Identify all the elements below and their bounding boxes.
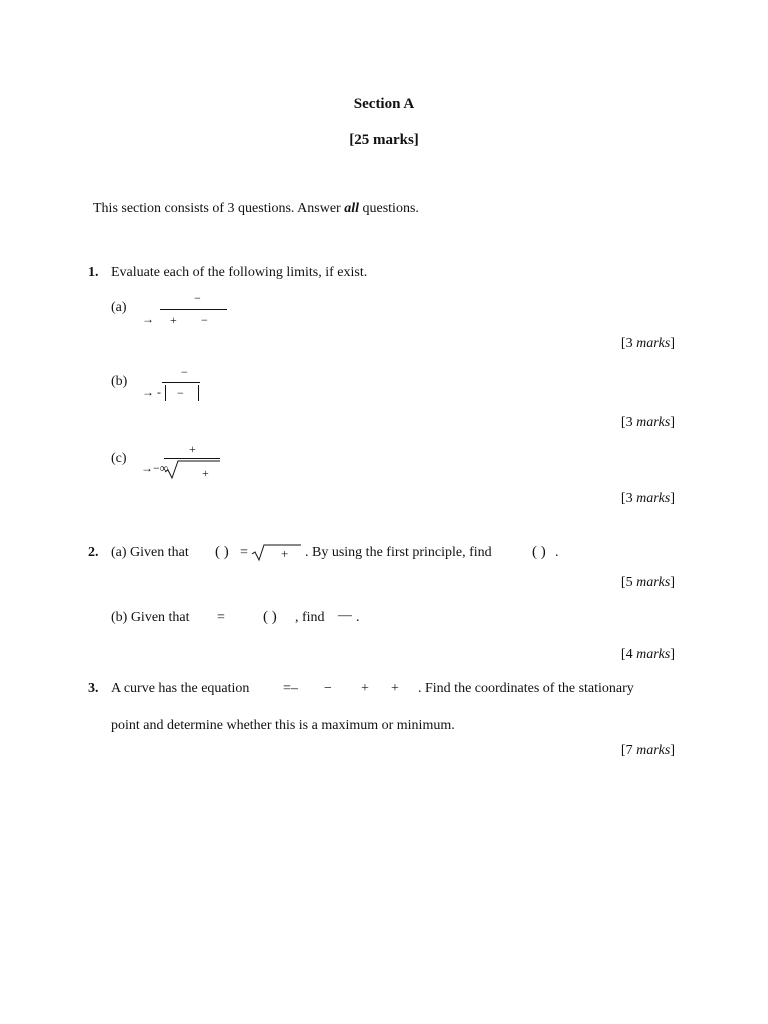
- q3-op-minus: −: [324, 681, 332, 696]
- q2-number: 2.: [88, 545, 99, 560]
- q1b-den-minus: −: [177, 386, 184, 400]
- q1b-fraction-bar: [162, 382, 200, 383]
- q1b-abs-left-bar: [165, 385, 166, 401]
- q1c-label: (c): [111, 451, 127, 466]
- section-title: Section A: [353, 96, 415, 112]
- section-marks: [25 marks]: [349, 132, 419, 148]
- q1a-den-plus: +: [170, 313, 177, 327]
- q3-text-1: A curve has the equation: [111, 681, 250, 696]
- q2a-marks: [5 marks]: [620, 575, 675, 590]
- q1a-fraction-bar: [160, 309, 227, 310]
- q1c-sqrt-icon: [165, 460, 221, 480]
- q1-number: 1.: [88, 265, 99, 280]
- q3-text-2: . Find the coordinates of the stationary: [418, 681, 634, 696]
- q3-op-plus-2: +: [391, 681, 399, 696]
- instructions-emphasis: all: [344, 201, 359, 216]
- q1a-limit-sub: →: [142, 312, 154, 326]
- q2b-fraction: —: [338, 608, 352, 623]
- q1a-marks: [3 marks]: [620, 336, 675, 351]
- q1c-numerator: +: [189, 442, 196, 456]
- q2b-marks: [4 marks]: [620, 647, 675, 662]
- q3-text-3: point and determine whether this is a maximum or minimum.: [111, 718, 455, 733]
- q2a-end: .: [555, 545, 559, 560]
- instructions: [93, 201, 419, 217]
- q2a-paren-find: ( ): [532, 544, 546, 560]
- q1c-fraction-bar: [164, 458, 220, 459]
- q1b-label: (b): [111, 374, 128, 389]
- q2a-paren: ( ): [215, 544, 229, 560]
- q1-text: Evaluate each of the following limits, if exist.: [111, 265, 368, 280]
- instructions-text: This section consists of 3 questions. Answer: [93, 201, 345, 216]
- q1a-den-minus: −: [201, 313, 208, 327]
- q2a-sqrt-icon: [252, 544, 302, 564]
- q3-marks: [7 marks]: [620, 743, 675, 758]
- q1c-den-plus: +: [202, 466, 209, 480]
- q2b-paren: ( ): [263, 609, 277, 625]
- q1b-marks: [3 marks]: [620, 415, 675, 430]
- q1b-limit-sub: → -: [142, 385, 161, 399]
- instructions-text-end: questions.: [359, 201, 419, 216]
- q2b-find: , find: [295, 610, 325, 625]
- q2a-rad-plus: +: [281, 546, 289, 561]
- q1b-numerator: −: [181, 365, 188, 379]
- q1b-abs-right-bar: [198, 385, 199, 401]
- q2a-text: . By using the first principle, find: [305, 545, 492, 560]
- q2a-equals: =: [240, 545, 248, 560]
- q3-equals: =–: [283, 681, 298, 696]
- q1c-marks: [3 marks]: [620, 491, 675, 506]
- q2b-equals: =: [217, 610, 225, 625]
- q3-op-plus-1: +: [361, 681, 369, 696]
- q3-number: 3.: [88, 681, 99, 696]
- q1a-numerator: −: [194, 291, 201, 305]
- q1c-limit-sub: →−∞: [141, 461, 169, 475]
- q1a-label: (a): [111, 300, 127, 315]
- q2a-given: (a) Given that: [111, 545, 189, 560]
- q2b-given: (b) Given that: [111, 610, 190, 625]
- q2b-end: .: [356, 610, 360, 625]
